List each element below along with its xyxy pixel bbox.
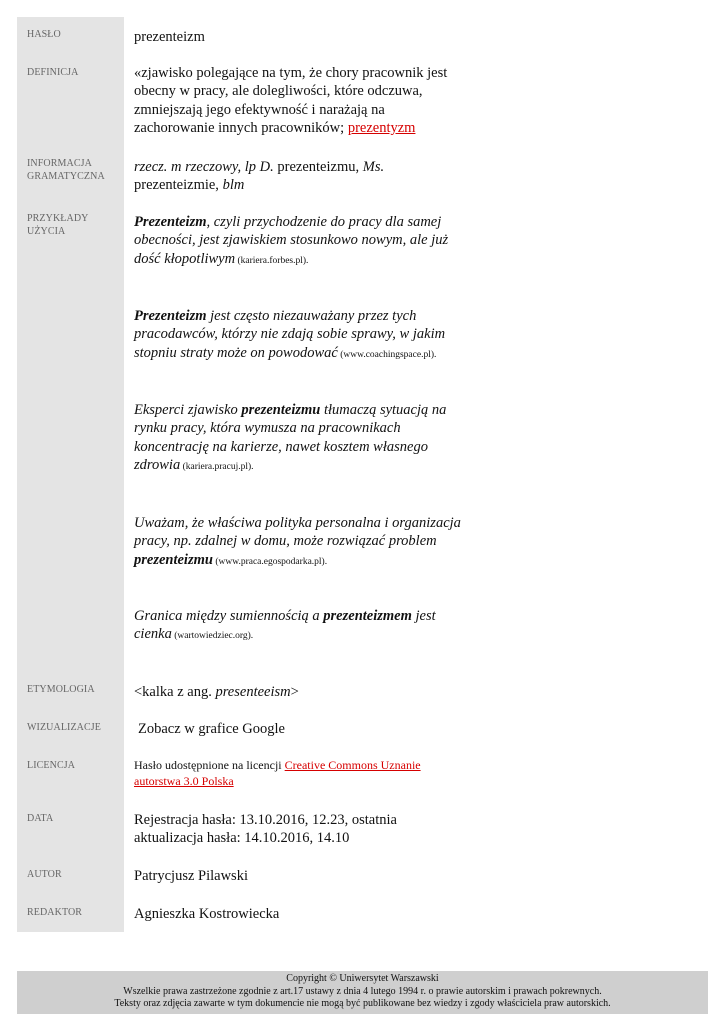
label-redaktor: REDAKTOR: [27, 907, 83, 918]
example-keyword: Prezenteizm: [134, 214, 207, 230]
footer-copyright: Copyright © Uniwersytet Warszawski: [286, 973, 439, 984]
example-keyword: Prezenteizm: [134, 308, 207, 324]
etymology-suffix: >: [290, 684, 299, 700]
usage-example: [134, 607, 464, 646]
copyright-footer: [17, 971, 708, 1014]
example-source: (kariera.pracuj.pl).: [180, 461, 254, 472]
usage-example: [134, 213, 464, 270]
example-keyword: prezenteizmem: [323, 608, 412, 624]
example-text: jest często niezauważany przez tych pracodawców, którzy nie zdają sobie sprawy, w jakim stopniu straty może on powodować: [134, 308, 446, 361]
license-link[interactable]: Creative Commons Uznanie autorstwa 3.0 Polska: [134, 758, 421, 788]
example-source: (wartowiedziec.org).: [171, 631, 254, 642]
label-definicja: DEFINICJA: [27, 67, 79, 78]
example-text: Eksperci zjawisko: [134, 402, 242, 418]
etymology-prefix: <kalka z ang.: [134, 684, 216, 700]
author: Patrycjusz Pilawski: [134, 868, 248, 884]
example-source: (www.praca.egospodarka.pl).: [212, 556, 328, 567]
google-images-link[interactable]: Zobacz w grafice Google: [138, 721, 285, 737]
definition-link-prezentyzm[interactable]: prezentyzm: [347, 119, 416, 136]
headword: prezenteizm: [134, 29, 205, 45]
example-text: tłumaczą sytuacją na rynku pracy, która wymusza na pracownikach koncentrację na karierze, nawet kosztem własnego zdrowia: [134, 402, 447, 473]
editor: Agnieszka Kostrowiecka: [134, 906, 280, 922]
grammar-info: [134, 158, 464, 195]
dates: Rejestracja hasła: 13.10.2016, 12.23, ostatnia aktualizacja hasła: 14.10.2016, 14.10: [134, 812, 397, 847]
example-text: , czyli przychodzenie do pracy dla samej obecności, jest zjawiskiem stosunkowo nowym, ale już dość kłopotliwym: [134, 214, 449, 267]
label-data: DATA: [27, 813, 54, 824]
label-column: [17, 17, 124, 932]
example-source: (kariera.forbes.pl).: [235, 255, 309, 266]
usage-example: [134, 307, 464, 364]
definition: [134, 64, 464, 137]
example-keyword: prezenteizmu: [134, 551, 213, 568]
example-source: (www.coachingspace.pl).: [337, 349, 437, 360]
label-informacja-line1: INFORMACJA: [27, 158, 92, 169]
license: [134, 758, 434, 789]
label-przyklady-line1: PRZYKŁADY: [27, 213, 89, 224]
label-autor: AUTOR: [27, 869, 62, 880]
label-informacja-line2: GRAMATYCZNA: [27, 171, 105, 182]
definition-text: «zjawisko polegające na tym, że chory pracownik jest obecny w pracy, ale dolegliwości, które odczuwa, zmniejszają jego efektywność i narażają na zachorowanie innych pracowników;: [134, 65, 448, 136]
grammar-part1: rzecz. m rzeczowy, lp D.: [134, 159, 274, 175]
footer-rights: Wszelkie prawa zastrzeżone zgodnie z art.17 ustawy z dnia 4 lutego 1994 r. o prawie autorskim i prawach pokrewnych.: [123, 985, 602, 997]
example-keyword: prezenteizmu: [241, 402, 321, 418]
grammar-part5: blm: [222, 177, 245, 194]
label-licencja: LICENCJA: [27, 760, 76, 771]
label-przyklady-uzycia: [27, 212, 122, 238]
grammar-part2: prezenteizmu,: [273, 159, 363, 175]
usage-example: [134, 514, 474, 571]
grammar-part4: prezenteizmie,: [134, 177, 223, 194]
label-haslo: HASŁO: [27, 29, 61, 40]
example-text: Granica między sumiennością a: [134, 608, 324, 624]
etymology: [134, 683, 464, 701]
footer-notice: Teksty oraz zdjęcia zawarte w tym dokumencie nie mogą być publikowane bez wiedzy i zgody właściciela praw autorskich.: [114, 998, 611, 1009]
label-etymologia: ETYMOLOGIA: [27, 684, 95, 695]
grammar-part3: Ms.: [362, 159, 385, 175]
label-przyklady-line2: UŻYCIA: [27, 226, 66, 237]
label-wizualizacje: WIZUALIZACJE: [27, 722, 101, 733]
etymology-word: presenteeism: [215, 684, 291, 700]
example-text: jest cienka: [134, 608, 436, 643]
usage-example: [134, 401, 464, 476]
label-informacja-gramatyczna: [27, 157, 122, 183]
example-text: Uważam, że właściwa polityka personalna i organizacja pracy, np. zdalnej w domu, może rozwiązać problem: [134, 515, 461, 550]
license-prefix: Hasło udostępnione na licencji: [134, 758, 285, 772]
